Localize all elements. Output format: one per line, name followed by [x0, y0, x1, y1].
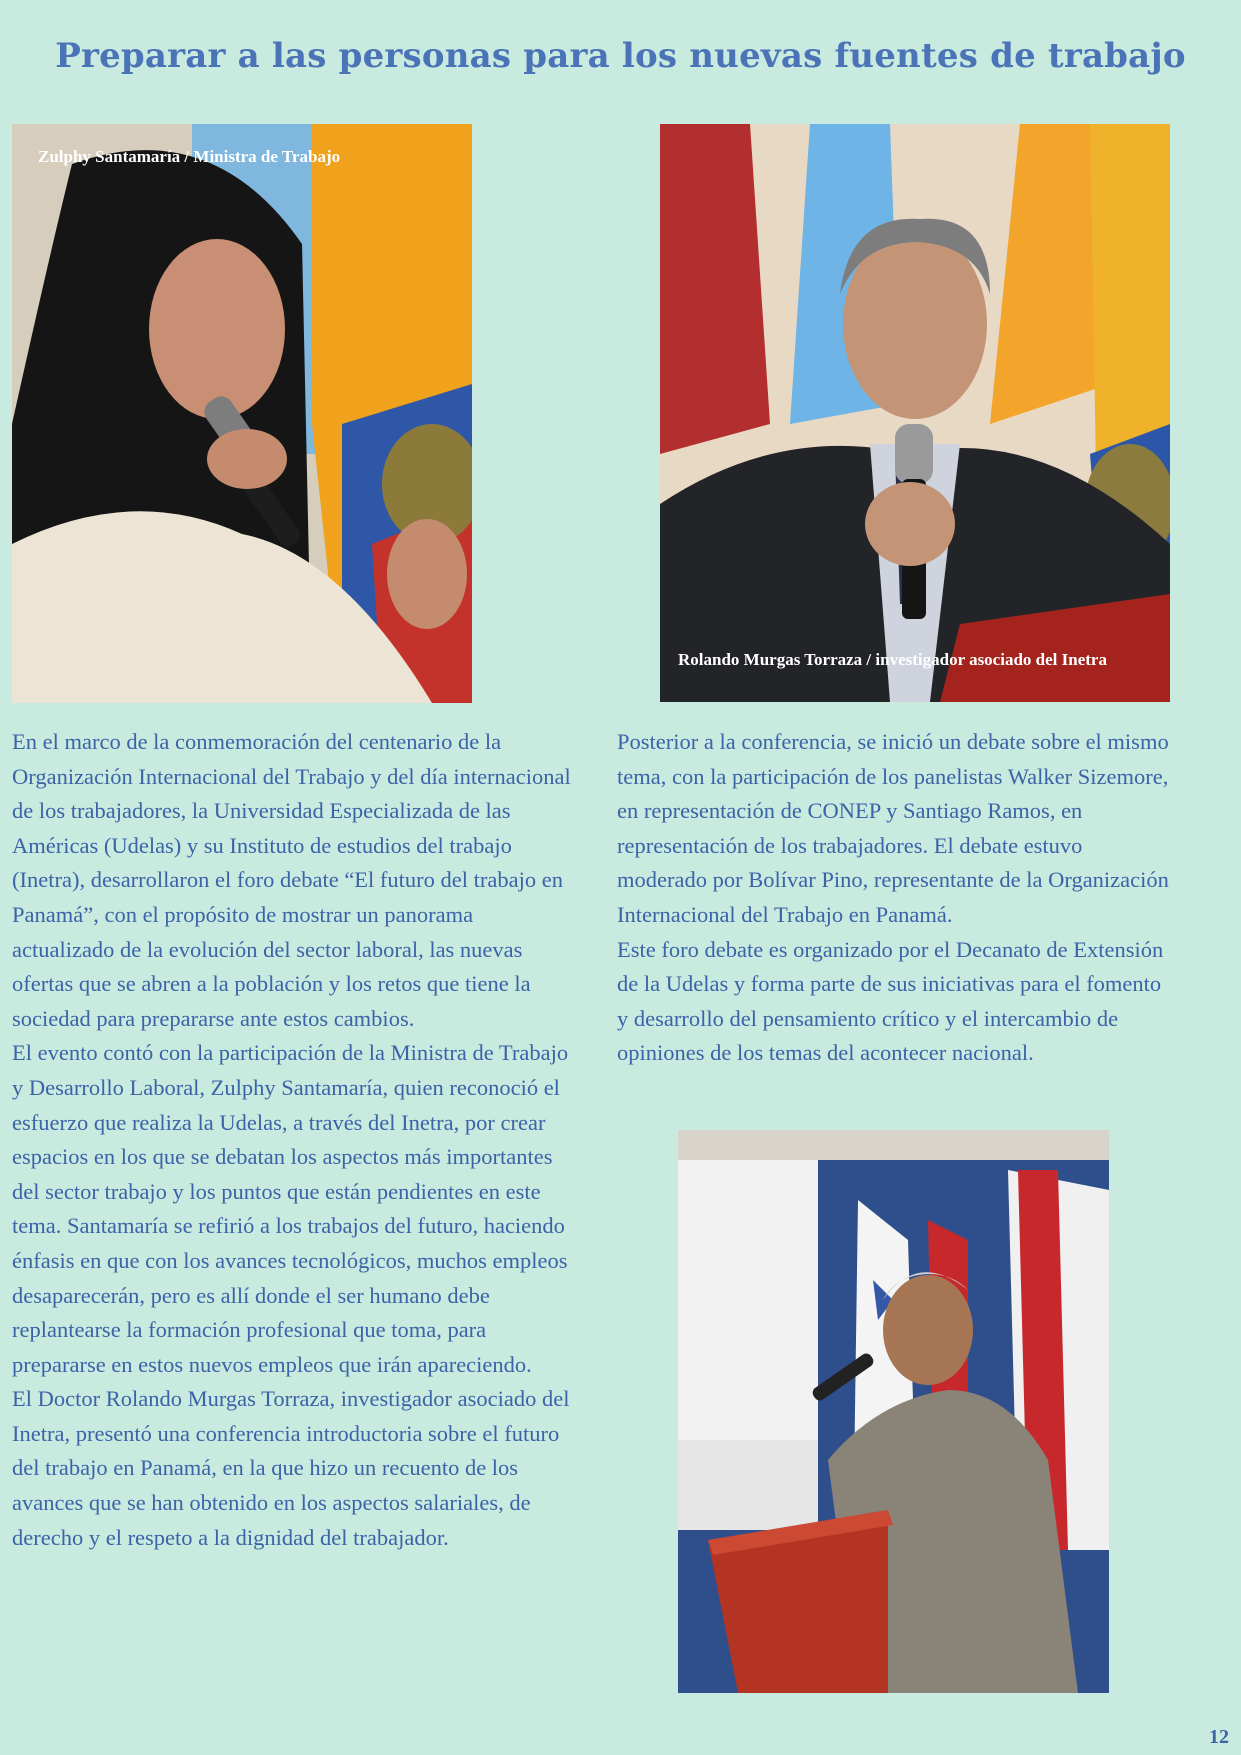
right-paragraph-1: Posterior a la conferencia, se inició un debate sobre el mismo tema, con la participación de los panelistas Walker Sizemore, en representación de CONEP y Santiago Ramos, en representación de los trabajadores. El debate estuvo moderado por Bolívar Pino, representante de la Organización Internacional del Trabajo en Panamá. [617, 729, 1169, 927]
photo-researcher [660, 124, 1170, 702]
left-paragraph-2: El evento contó con la participación de la Ministra de Trabajo y Desarrollo Laboral, Zulphy Santamaría, quien reconoció el esfuerzo que realiza la Udelas, a través del Inetra, por crear espacios en los que se debatan los aspectos más importantes del sector trabajo y los puntos que están pendientes en este tema. Santamaría se refirió a los trabajos del futuro, haciendo énfasis en que con los avances tecnológicos, muchos empleos desaparecerán, pero es allí donde el ser humano debe replantearse la formación profesional que toma, para prepararse en estos nuevos empleos que irán apareciendo. [12, 1040, 569, 1377]
right-paragraph-2: Este foro debate es organizado por el Decanato de Extensión de la Udelas y forma parte de sus iniciativas para el fomento y desarrollo del pensamiento crítico y el intercambio de opiniones de los temas del acontecer nacional. [617, 936, 1164, 1066]
left-paragraph-1: En el marco de la conmemoración del centenario de la Organización Internacional del Trabajo y del día internacional de los trabajadores, la Universidad Especializada de las Américas (Udelas) y su Instituto de estudios del trabajo (Inetra), desarrollaron el foro debate “El futuro del trabajo en Panamá”, con el propósito de mostrar un panorama actualizado de la evolución del sector laboral, las nuevas ofertas que se abren a la población y los retos que tiene la sociedad para prepararse ante estos cambios. [12, 729, 571, 1031]
left-paragraph-3: El Doctor Rolando Murgas Torraza, investigador asociado del Inetra, presentó una conferencia introductoria sobre el futuro del trabajo en Panamá, en la que hizo un recuento de los avances que se han obtenido en los aspectos salariales, de derecho y el respeto a la dignidad del trabajador. [12, 1386, 570, 1550]
page-title: Preparar a las personas para los nuevas fuentes de trabajo [55, 36, 1186, 76]
right-column [617, 725, 1177, 1071]
page-number: 12 [1209, 1726, 1229, 1748]
photo-podium [678, 1130, 1109, 1693]
photo-minister [12, 124, 472, 703]
photo-minister-caption: Zulphy Santamaría / Ministra de Trabajo [38, 147, 341, 166]
photo-researcher-caption: Rolando Murgas Torraza / investigador asociado del Inetra [678, 650, 1107, 669]
left-column [12, 725, 572, 1555]
